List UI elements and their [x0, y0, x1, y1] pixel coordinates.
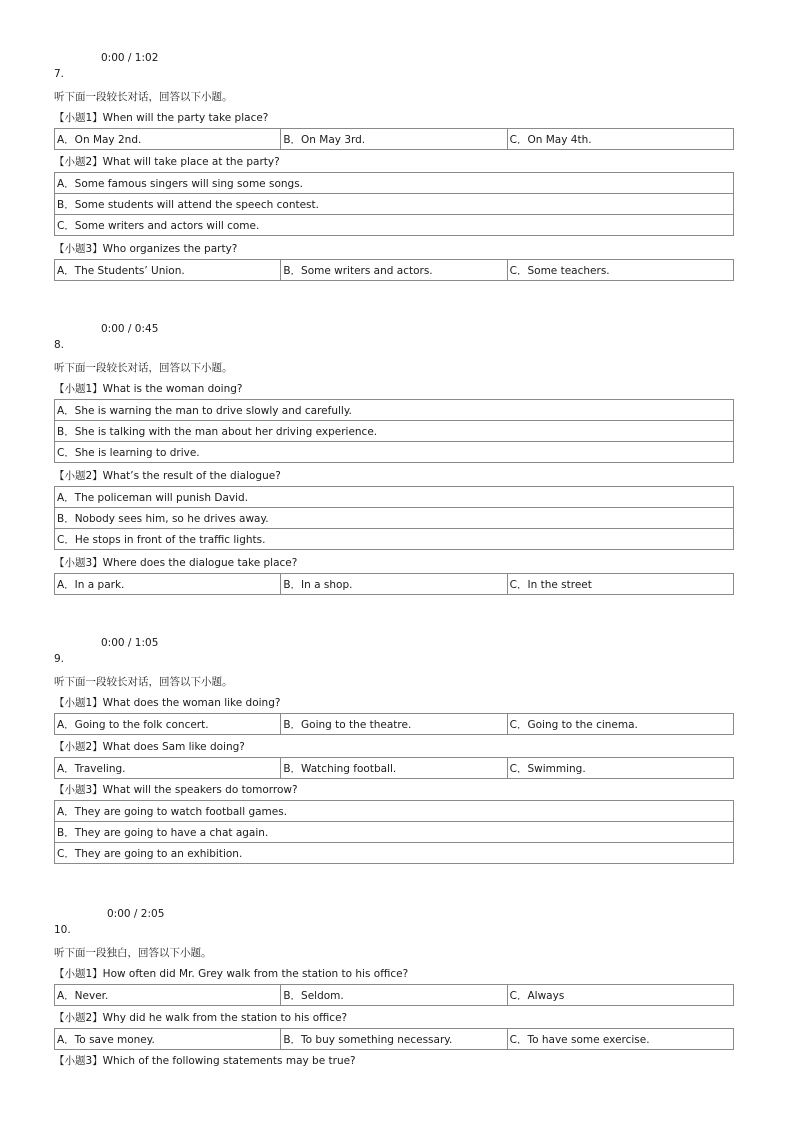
- options-table: [54, 713, 734, 735]
- sub-question-stem: 【小题2】What will take place at the party?: [54, 156, 280, 168]
- options-table: [54, 1028, 734, 1050]
- option-c[interactable]: C．They are going to an exhibition.: [55, 843, 734, 864]
- question-number: 9.: [54, 653, 65, 665]
- option-c[interactable]: C．Always: [507, 985, 733, 1006]
- option-b[interactable]: B．Some students will attend the speech contest.: [55, 194, 734, 215]
- option-b[interactable]: B．Some writers and actors.: [281, 260, 507, 281]
- option-c[interactable]: C．To have some exercise.: [507, 1029, 733, 1050]
- option-b[interactable]: B．To buy something necessary.: [281, 1029, 507, 1050]
- option-a[interactable]: A．Never.: [55, 985, 281, 1006]
- option-c[interactable]: C．In the street: [507, 574, 733, 595]
- audio-time[interactable]: 0:00 / 1:05: [101, 637, 159, 649]
- option-a[interactable]: A．On May 2nd.: [55, 129, 281, 150]
- sub-question-stem: 【小题3】Where does the dialogue take place?: [54, 557, 298, 569]
- option-c[interactable]: C．Swimming.: [507, 758, 733, 779]
- audio-time[interactable]: 0:00 / 2:05: [107, 908, 165, 920]
- question-number: 7.: [54, 68, 65, 80]
- question-number: 10.: [54, 924, 71, 936]
- sub-question-stem: 【小题3】Which of the following statements may be true?: [54, 1055, 356, 1067]
- option-a[interactable]: A．In a park.: [55, 574, 281, 595]
- sub-question-stem: 【小题1】When will the party take place?: [54, 112, 269, 124]
- sub-question-stem: 【小题2】What does Sam like doing?: [54, 741, 245, 753]
- option-b[interactable]: B．Watching football.: [281, 758, 507, 779]
- sub-question-stem: 【小题3】Who organizes the party?: [54, 243, 238, 255]
- options-table: [54, 399, 734, 463]
- question-number: 8.: [54, 339, 65, 351]
- sub-question-stem: 【小题3】What will the speakers do tomorrow?: [54, 784, 298, 796]
- option-c[interactable]: C．Going to the cinema.: [507, 714, 733, 735]
- option-a[interactable]: A．To save money.: [55, 1029, 281, 1050]
- question-intro: 听下面一段较长对话，回答以下小题。: [54, 676, 233, 688]
- option-a[interactable]: A．Traveling.: [55, 758, 281, 779]
- option-c[interactable]: C．He stops in front of the traffic lights.: [55, 529, 734, 550]
- option-c[interactable]: C．Some teachers.: [507, 260, 733, 281]
- options-table: [54, 984, 734, 1006]
- question-intro: 听下面一段独白，回答以下小题。: [54, 947, 212, 959]
- option-a[interactable]: A．Some famous singers will sing some songs.: [55, 173, 734, 194]
- option-b[interactable]: B．On May 3rd.: [281, 129, 507, 150]
- options-table: [54, 486, 734, 550]
- options-table: [54, 172, 734, 236]
- sub-question-stem: 【小题1】How often did Mr. Grey walk from the station to his office?: [54, 968, 409, 980]
- option-c[interactable]: C．She is learning to drive.: [55, 442, 734, 463]
- option-b[interactable]: B．Nobody sees him, so he drives away.: [55, 508, 734, 529]
- sub-question-stem: 【小题2】What’s the result of the dialogue?: [54, 470, 281, 482]
- question-intro: 听下面一段较长对话，回答以下小题。: [54, 362, 233, 374]
- option-b[interactable]: B．They are going to have a chat again.: [55, 822, 734, 843]
- option-a[interactable]: A．The Students’ Union.: [55, 260, 281, 281]
- option-a[interactable]: A．They are going to watch football games.: [55, 801, 734, 822]
- option-b[interactable]: B．Going to the theatre.: [281, 714, 507, 735]
- options-table: [54, 757, 734, 779]
- option-b[interactable]: B．Seldom.: [281, 985, 507, 1006]
- sub-question-stem: 【小题2】Why did he walk from the station to his office?: [54, 1012, 348, 1024]
- audio-time[interactable]: 0:00 / 1:02: [101, 52, 159, 64]
- options-table: [54, 800, 734, 864]
- audio-time[interactable]: 0:00 / 0:45: [101, 323, 159, 335]
- option-b[interactable]: B．In a shop.: [281, 574, 507, 595]
- option-a[interactable]: A．She is warning the man to drive slowly and carefully.: [55, 400, 734, 421]
- options-table: [54, 259, 734, 281]
- options-table: [54, 128, 734, 150]
- options-table: [54, 573, 734, 595]
- sub-question-stem: 【小题1】What is the woman doing?: [54, 383, 243, 395]
- option-b[interactable]: B．She is talking with the man about her driving experience.: [55, 421, 734, 442]
- option-a[interactable]: A．Going to the folk concert.: [55, 714, 281, 735]
- option-c[interactable]: C．Some writers and actors will come.: [55, 215, 734, 236]
- option-a[interactable]: A．The policeman will punish David.: [55, 487, 734, 508]
- option-c[interactable]: C．On May 4th.: [507, 129, 733, 150]
- question-intro: 听下面一段较长对话，回答以下小题。: [54, 91, 233, 103]
- sub-question-stem: 【小题1】What does the woman like doing?: [54, 697, 281, 709]
